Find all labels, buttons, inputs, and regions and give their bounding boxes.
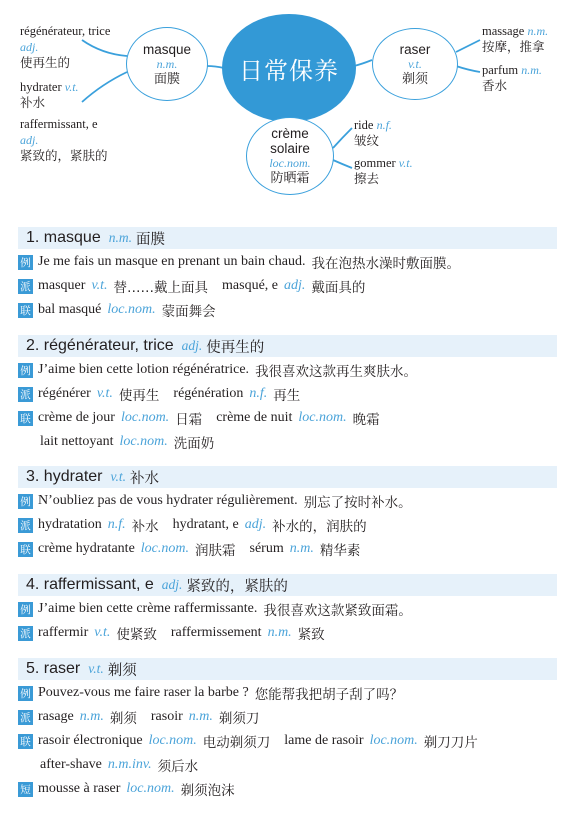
term-fr: rasoir [150, 709, 183, 724]
related-line [18, 299, 557, 321]
bubble-pos: loc.nom. [269, 156, 311, 170]
term-cn: 精华素 [319, 543, 361, 559]
headword-pos: v.t. [110, 469, 126, 484]
derived-line [18, 275, 557, 297]
mm-fr: ride [354, 118, 374, 132]
term-fr: rasage [38, 709, 74, 724]
term-fr: crème de jour [38, 410, 115, 425]
mm-fr: gommer [354, 156, 396, 170]
example-tag: 例 [18, 494, 33, 509]
entry-raser [18, 658, 557, 800]
mm-lower-right-item [354, 155, 413, 187]
term-pos: loc.nom. [107, 302, 156, 317]
derived-line [18, 706, 557, 728]
term-pos: loc.nom. [298, 410, 347, 425]
example-line [18, 598, 557, 620]
term-pos: adj. [244, 517, 267, 532]
term-fr: crème hydratante [38, 541, 135, 556]
term-cn: 再生 [273, 388, 301, 404]
derived-line [18, 622, 557, 644]
mm-pos: adj. [20, 40, 39, 54]
term-fr: after-shave [40, 757, 102, 772]
headword-pos: adj. [181, 338, 203, 353]
related-line [18, 407, 557, 429]
term-pos: v.t. [94, 625, 111, 640]
mm-cn: 皱纹 [354, 133, 380, 148]
mm-pos: v.t. [64, 80, 79, 94]
term-fr: raffermissement [170, 625, 262, 640]
bubble-fr: masque [142, 41, 192, 57]
term-fr: masqué, e [222, 278, 278, 293]
bubble-raser [372, 28, 458, 100]
term-cn: 电动剃须刀 [202, 735, 271, 751]
example-tag: 例 [18, 255, 33, 270]
headword: 3. hydrater [26, 468, 103, 485]
phrase-line [18, 778, 557, 800]
term-cn: 紧致 [297, 627, 325, 643]
mm-cn: 按摩，推拿 [482, 39, 545, 54]
mm-pos: n.m. [527, 24, 549, 38]
term-pos: loc.nom. [126, 781, 175, 796]
term-fr: bal masqué [38, 302, 102, 317]
term-pos: v.t. [91, 278, 108, 293]
term-pos: loc.nom. [120, 410, 170, 425]
mm-pos: n.f. [376, 118, 392, 132]
bubble-masque [126, 27, 208, 101]
example-line [18, 359, 557, 381]
term-cn: 日霜 [175, 412, 203, 428]
bubble-creme-solaire [246, 117, 334, 195]
example-fr: N’oubliez pas de vous hydrater régulièrement. [38, 493, 298, 508]
term-cn: 剃刀刀片 [423, 735, 478, 751]
headword: 5. raser [26, 660, 81, 677]
vocabulary-mindmap [0, 0, 571, 205]
entry-heading [18, 466, 557, 488]
term-cn: 戴面具的 [311, 280, 366, 296]
bubble-pos: v.t. [408, 56, 422, 71]
mm-cn: 补水 [20, 95, 46, 110]
example-cn: 我在泡热水澡时敷面膜。 [311, 256, 460, 272]
related-line [18, 538, 557, 560]
bubble-fr: crème [271, 126, 309, 141]
entry-masque [18, 227, 557, 321]
term-cn: 使紧致 [116, 627, 157, 643]
term-pos: v.t. [96, 386, 113, 401]
entry-heading [18, 335, 557, 357]
term-pos: loc.nom. [140, 541, 189, 556]
mm-fr: parfum [482, 63, 519, 77]
example-fr: Pouvez-vous me faire raser la barbe ? [38, 685, 249, 700]
headword-meaning: 剃须 [107, 662, 137, 679]
headword-pos: n.m. [108, 230, 132, 245]
headword: 2. régénérateur, trice [26, 337, 174, 354]
term-fr: sérum [249, 541, 284, 556]
bubble-cn: 剃须 [401, 71, 428, 87]
example-fr: J’aime bien cette crème raffermissante. [38, 601, 258, 616]
term-pos: loc.nom. [148, 733, 197, 748]
term-fr: hydratation [38, 517, 102, 532]
term-cn: 补水的，润肤的 [272, 519, 367, 535]
bubble-fr: raser [399, 41, 431, 57]
derived-line [18, 383, 557, 405]
entry-heading [18, 574, 557, 596]
entry-heading [18, 227, 557, 249]
term-pos: n.f. [107, 517, 126, 532]
derived-tag: 派 [18, 518, 33, 533]
term-fr: lame de rasoir [284, 733, 364, 748]
term-fr: masquer [38, 278, 86, 293]
term-pos: adj. [284, 278, 306, 293]
headword-meaning: 面膜 [135, 231, 165, 248]
term-fr: régénérer [38, 386, 91, 401]
term-fr: lait nettoyant [40, 434, 114, 449]
derived-tag: 派 [18, 279, 33, 294]
entry-hydrater [18, 466, 557, 560]
entry-regenerateur [18, 335, 557, 453]
bubble-pos: n.m. [156, 56, 178, 71]
mm-right-item [482, 62, 542, 94]
term-pos: n.m. [267, 625, 292, 640]
derived-line [18, 514, 557, 536]
term-cn: 须后水 [157, 759, 199, 775]
related-line [18, 730, 557, 752]
mm-fr: régénérateur, trice [20, 24, 111, 38]
mm-cn: 使再生的 [20, 55, 71, 70]
mm-left-item [20, 79, 79, 111]
term-cn: 润肤霜 [195, 543, 236, 559]
related-tag: 联 [18, 411, 33, 426]
term-fr: rasoir électronique [38, 733, 143, 748]
mm-left-item [20, 23, 110, 71]
term-fr: mousse à raser [38, 781, 121, 796]
entry-raffermissant [18, 574, 557, 644]
related-tag: 联 [18, 734, 33, 749]
mindmap-center-title: 日常保养 [222, 14, 356, 122]
mm-pos: v.t. [398, 156, 413, 170]
term-cn: 替……戴上面具 [113, 280, 209, 296]
mm-cn: 香水 [482, 78, 508, 93]
related-tag: 联 [18, 542, 33, 557]
term-pos: n.m. [188, 709, 213, 724]
derived-tag: 派 [18, 710, 33, 725]
bubble-cn: 面膜 [153, 71, 180, 87]
example-cn: 您能帮我把胡子刮了吗？ [254, 687, 404, 703]
example-cn: 我很喜欢这款紧致面霜。 [263, 603, 412, 619]
headword: 1. masque [26, 229, 101, 246]
example-tag: 例 [18, 602, 33, 617]
mm-fr: raffermissant, e [20, 117, 98, 131]
term-cn: 洗面奶 [173, 436, 215, 452]
term-fr: hydratant, e [172, 517, 239, 532]
headword-pos: adj. [161, 577, 183, 592]
mm-right-item [482, 23, 548, 55]
example-line [18, 682, 557, 704]
example-tag: 例 [18, 686, 33, 701]
mm-fr: hydrater [20, 80, 62, 94]
mm-left-item [20, 116, 108, 164]
mm-pos: n.m. [521, 63, 542, 77]
term-pos: n.m.inv. [107, 757, 152, 772]
derived-tag: 派 [18, 387, 33, 402]
term-pos: loc.nom. [369, 733, 418, 748]
mm-pos: adj. [20, 133, 39, 147]
example-line [18, 490, 557, 512]
headword-pos: v.t. [88, 661, 104, 676]
term-fr: régénération [173, 386, 244, 401]
example-fr: Je me fais un masque en prenant un bain chaud. [38, 254, 306, 269]
example-cn: 别忘了按时补水。 [303, 495, 412, 511]
example-tag: 例 [18, 363, 33, 378]
bubble-cn: 防晒霜 [270, 171, 310, 186]
derived-tag: 派 [18, 626, 33, 641]
term-cn: 使再生 [118, 388, 160, 404]
bubble-fr: solaire [270, 141, 310, 156]
headword-meaning: 紧致的，紧肤的 [186, 578, 288, 595]
term-pos: n.f. [249, 386, 268, 401]
term-fr: raffermir [38, 625, 89, 640]
phrase-tag: 短 [18, 782, 33, 797]
mm-fr: massage [482, 24, 525, 38]
term-pos: loc.nom. [119, 434, 168, 449]
term-cn: 剃须泡沫 [180, 783, 235, 799]
example-fr: J’aime bien cette lotion régénératrice. [38, 362, 250, 377]
related-line-continued [18, 431, 557, 453]
mm-lower-right-item [354, 117, 392, 149]
term-fr: crème de nuit [216, 410, 293, 425]
term-cn: 剃须 [109, 711, 137, 727]
term-pos: n.m. [289, 541, 314, 556]
mm-cn: 擦去 [354, 171, 380, 186]
entry-heading [18, 658, 557, 680]
term-pos: n.m. [79, 709, 104, 724]
headword-meaning: 补水 [129, 470, 159, 487]
term-cn: 补水 [131, 519, 159, 535]
headword-meaning: 使再生的 [206, 339, 265, 356]
example-cn: 我很喜欢这款再生爽肤水。 [255, 364, 418, 380]
term-cn: 晚霜 [352, 412, 380, 428]
related-tag: 联 [18, 303, 33, 318]
example-line [18, 251, 557, 273]
headword: 4. raffermissant, e [26, 576, 154, 593]
related-line-continued [18, 754, 557, 776]
term-cn: 蒙面舞会 [161, 304, 216, 320]
term-cn: 剃须刀 [218, 711, 260, 727]
mm-cn: 紧致的，紧肤的 [20, 148, 108, 163]
